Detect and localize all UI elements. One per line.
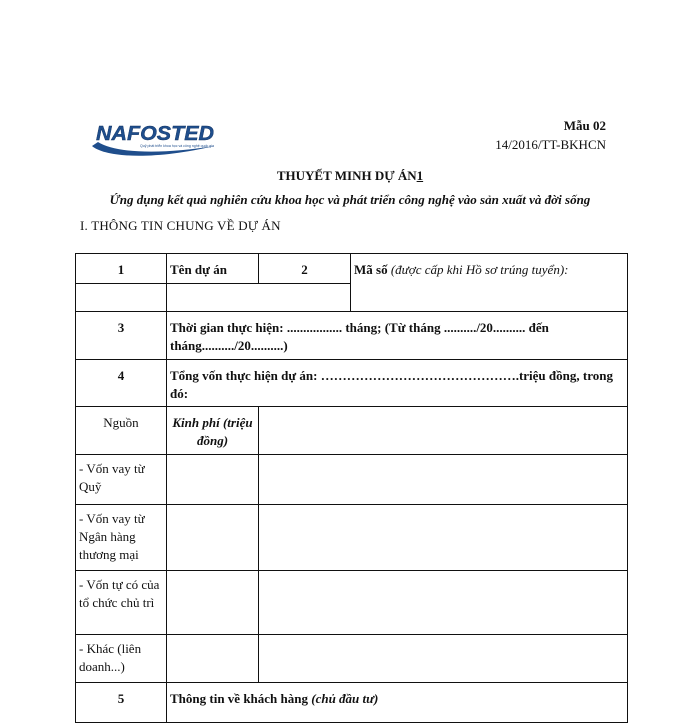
customer-info-label: Thông tin về khách hàng [170, 691, 308, 706]
row-number: 2 [259, 254, 351, 284]
cost-value [167, 505, 259, 571]
source-label: - Vốn tự có của tổ chức chủ trì [76, 571, 167, 635]
table-row [76, 312, 628, 360]
table-row [76, 571, 628, 635]
project-name-label: Tên dự án [167, 254, 259, 284]
row-number: 4 [76, 360, 167, 407]
cost-header: Kinh phí (triệu đồng) [167, 407, 259, 455]
table-row [76, 254, 628, 284]
table-row [76, 360, 628, 407]
project-info-table [75, 253, 628, 723]
table-row [76, 455, 628, 505]
duration-text: Thời gian thực hiện: ................. tháng; (Từ tháng ........../20.......... đến tháng........../20..........) [167, 312, 628, 360]
total-capital-text: Tổng vốn thực hiện dự án: ……………………………………….triệu đồng, trong đó: [167, 360, 628, 407]
form-number: Mẫu 02 [563, 118, 606, 133]
row-number: 1 [76, 254, 167, 284]
project-code-cell [351, 254, 628, 312]
project-code-note: (được cấp khi Hồ sơ trúng tuyển) [390, 262, 565, 277]
logo-subtitle: Quỹ phát triển khoa học và công nghệ quốc gia [140, 144, 215, 148]
table-row [76, 407, 628, 455]
nafosted-logo [86, 116, 218, 162]
source-label: - Vốn vay từ Quỹ [76, 455, 167, 505]
empty-cell [259, 635, 628, 683]
source-label: - Khác (liên doanh...) [76, 635, 167, 683]
table-row [76, 505, 628, 571]
title-footnote: 1 [416, 168, 424, 183]
cost-value [167, 635, 259, 683]
row-number: 3 [76, 312, 167, 360]
source-label: - Vốn vay từ Ngân hàng thương mại [76, 505, 167, 571]
cost-value [167, 455, 259, 505]
customer-info-note: (chủ đầu tư) [311, 691, 379, 706]
empty-cell [259, 407, 628, 455]
project-name-value [167, 284, 351, 312]
customer-info-cell [167, 683, 628, 723]
empty-cell [259, 455, 628, 505]
empty-cell [76, 284, 167, 312]
source-header: Nguồn [76, 407, 167, 455]
cost-value [167, 571, 259, 635]
empty-cell [259, 505, 628, 571]
title-text: THUYẾT MINH DỰ ÁN [276, 168, 417, 183]
document-subtitle: Ứng dụng kết quả nghiên cứu khoa học và phát triển công nghệ vào sản xuất và đời sống [109, 192, 591, 207]
table-row [76, 683, 628, 723]
project-code-label: Mã số [354, 262, 388, 277]
document-title [0, 168, 700, 184]
section-title: I. THÔNG TIN CHUNG VỀ DỰ ÁN [80, 218, 281, 233]
row-number: 5 [76, 683, 167, 723]
logo-text: NAFOSTED [96, 123, 214, 145]
empty-cell [259, 571, 628, 635]
table-row [76, 635, 628, 683]
circular-number: 14/2016/TT-BKHCN [495, 137, 606, 152]
project-code-colon: : [564, 262, 569, 277]
form-code-block [495, 116, 606, 154]
